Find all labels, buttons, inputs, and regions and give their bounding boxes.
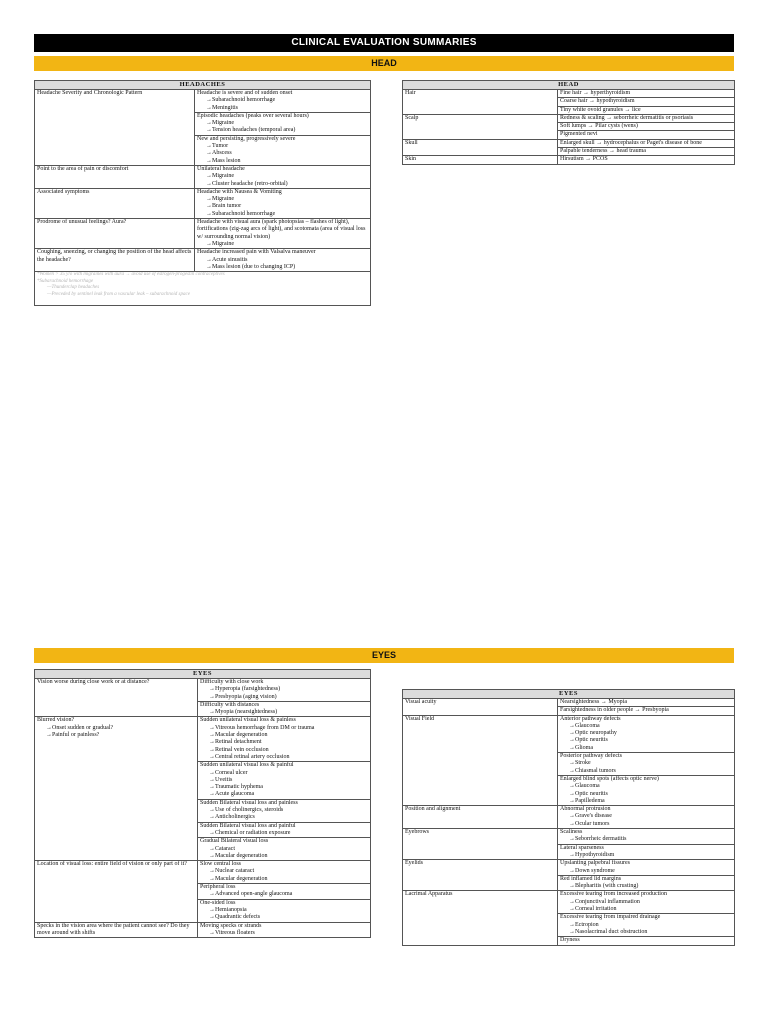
answer-cell: Slow central loss →Nuclear cataract →Macular degeneration — [198, 861, 371, 884]
value-cell: Fine hair → hyperthyroidism — [558, 90, 735, 98]
eyes-exam-table — [402, 689, 735, 946]
table-row — [403, 699, 735, 707]
answer-cell: Peripheral loss →Advanced open-angle glaucoma — [198, 884, 371, 900]
answer-cell: Sudden Bilateral visual loss and painless →Use of cholinergics, steroids →Anticholinergics — [198, 799, 371, 822]
value-cell: Enlarged blind spots (affects optic nerve) →Glaucoma →Optic neuritis →Papilledema — [558, 775, 735, 805]
value-cell: Hirsutism → PCOS — [558, 156, 735, 164]
question-cell: Coughing, sneezing, or changing the position of the head affects the headache? — [35, 249, 195, 272]
section-head-banner: HEAD — [34, 56, 734, 71]
value-cell: Abnormal protrusion →Grave's disease →Ocular tumors — [558, 806, 735, 829]
table-row — [35, 717, 371, 762]
head-table — [402, 80, 735, 165]
headaches-table — [34, 80, 371, 306]
table-row — [403, 90, 735, 98]
question-cell: Vision worse during close work or at distance? — [35, 679, 198, 717]
value-cell: Red inflamed lid margins →Blepharitis (with crusting) — [558, 875, 735, 891]
value-cell: Anterior pathway defects →Glaucoma →Optic neuropathy →Optic neuritis →Glioma — [558, 715, 735, 752]
label-cell: Skin — [403, 156, 558, 164]
table-row — [403, 891, 735, 914]
question-cell: Specks in the vision area where the patient cannot see? Do they move around with shifts — [35, 922, 198, 938]
question-cell: Prodrome of unusual feelings? Aura? — [35, 219, 195, 249]
answer-cell: Sudden Bilateral visual loss and painful →Chemical or radiation exposure — [198, 822, 371, 838]
label-cell: Eyebrows — [403, 829, 558, 860]
table-row — [403, 715, 735, 752]
answer-cell: New and persisting, progressively severe →Tumor →Abscess →Mass lesion — [195, 135, 371, 165]
notes-row — [35, 272, 371, 306]
table-row — [403, 829, 735, 845]
value-cell: Tiny white ovoid granules → lice — [558, 106, 735, 114]
eyes-symptoms-table — [34, 669, 371, 938]
answer-cell: Sudden unilateral visual loss & painful →Corneal ulcer →Uveitis →Traumatic hyphema →Acute glaucoma — [198, 762, 371, 799]
label-cell: Lacrimal Apparatus — [403, 891, 558, 945]
table-row — [403, 114, 735, 122]
table-row — [35, 90, 371, 113]
table-row — [35, 249, 371, 272]
table-row — [403, 806, 735, 829]
question-cell: Blurred vision? →Onset sudden or gradual? →Painful or painless? — [35, 717, 198, 861]
answer-cell: Headache is severe and of sudden onset →Subarachnoid hemorrhage →Meningitis — [195, 90, 371, 113]
table-row — [35, 679, 371, 702]
table-row — [35, 165, 371, 188]
value-cell: Scaliness →Seborrheic dermatitis — [558, 829, 735, 845]
table-row — [35, 219, 371, 249]
value-cell: Excessive tearing from impaired drainage →Ectropion →Nasolacrimal duct obstruction — [558, 914, 735, 937]
table-header: HEADACHES — [35, 81, 371, 90]
page-title: CLINICAL EVALUATION SUMMARIES — [34, 34, 734, 52]
answer-cell: Difficulty with distances →Myopia (nearsightedness) — [198, 701, 371, 717]
answer-cell: Difficulty with close work →Hyperopia (farsightedness) →Presbyopia (aging vision) — [198, 679, 371, 702]
answer-cell: Headache with Nausea & Vomiting →Migraine →Brain tumor →Subarachnoid hemorrhage — [195, 188, 371, 218]
label-cell: Visual acuity — [403, 699, 558, 716]
table-row — [35, 188, 371, 218]
label-cell: Hair — [403, 90, 558, 115]
label-cell: Scalp — [403, 114, 558, 139]
answer-cell: Episodic headaches (peaks over several hours) →Migraine →Tension headaches (temporal area) — [195, 112, 371, 135]
table-row — [403, 860, 735, 876]
table-row — [35, 861, 371, 884]
value-cell: Redness & scaling → seborrheic dermatitis or psoriasis — [558, 114, 735, 122]
label-cell: Eyelids — [403, 860, 558, 891]
notes-cell: *Women > 35 y/o with migraines with aura → avoid use of estrogen-progestin contraceptives *Subarachnoid hemorrhage —Thunderclap headaches —Preceded by sentinel leak from a vascular leak – subarachnoid space — [35, 272, 371, 306]
label-cell: Skull — [403, 139, 558, 156]
table-row — [403, 139, 735, 147]
table-header: EYES — [35, 670, 371, 679]
question-cell: Location of visual loss: entire field of vision or only part of it? — [35, 861, 198, 922]
answer-cell: One-sided loss →Hemianopsia →Quadrantic defects — [198, 899, 371, 922]
value-cell: Pigmented nevi — [558, 131, 735, 139]
value-cell: Palpable tenderness → head trauma — [558, 148, 735, 156]
question-cell: Associated symptoms — [35, 188, 195, 218]
label-cell: Position and alignment — [403, 806, 558, 829]
table-header: EYES — [403, 690, 735, 699]
answer-cell: Gradual Bilateral visual loss →Cataract →Macular degeneration — [198, 838, 371, 861]
value-cell: Upslanting palpebral fissures →Down syndrome — [558, 860, 735, 876]
answer-cell: Headache increased pain with Valsalva maneuver →Acute sinusitis →Mass lesion (due to changing ICP) — [195, 249, 371, 272]
value-cell: Dryness — [558, 937, 735, 945]
label-cell: Visual Field — [403, 715, 558, 806]
value-cell: Lateral sparseness →Hypothyroidism — [558, 844, 735, 860]
value-cell: Posterior pathway defects →Stroke →Chiasmal tumors — [558, 753, 735, 776]
table-row — [403, 156, 735, 164]
table-header: HEAD — [403, 81, 735, 90]
value-cell: Coarse hair → hypothyroidism — [558, 98, 735, 106]
value-cell: Soft lumps → Pilar cysts (wens) — [558, 123, 735, 131]
table-row — [35, 922, 371, 938]
answer-cell: Unilateral headache →Migraine →Cluster headache (retro-orbital) — [195, 165, 371, 188]
value-cell: Nearsightedness → Myopia — [558, 699, 735, 707]
question-cell: Point to the area of pain or discomfort — [35, 165, 195, 188]
value-cell: Excessive tearing from increased production →Conjunctival inflammation →Corneal irritation — [558, 891, 735, 914]
question-cell: Headache Severity and Chronologic Pattern — [35, 90, 195, 166]
section-eyes-banner: EYES — [34, 648, 734, 663]
answer-cell: Moving specks or strands →Vitreous floaters — [198, 922, 371, 938]
answer-cell: Sudden unilateral visual loss & painless →Vitreous hemorrhage from DM or trauma →Macular degeneration →Retinal detachment →Retinal vein occlusion →Central retinal artery occlusion — [198, 717, 371, 762]
value-cell: Farsightedness in older people → Presbyopia — [558, 707, 735, 715]
answer-cell: Headache with visual aura (spark photopsias – flashes of light), fortifications (zig-zag arcs of light), and scotomata (area of visual loss w/ surrounding normal vision) →Migraine — [195, 219, 371, 249]
value-cell: Enlarged skull → hydrocephalus or Paget's disease of bone — [558, 139, 735, 147]
